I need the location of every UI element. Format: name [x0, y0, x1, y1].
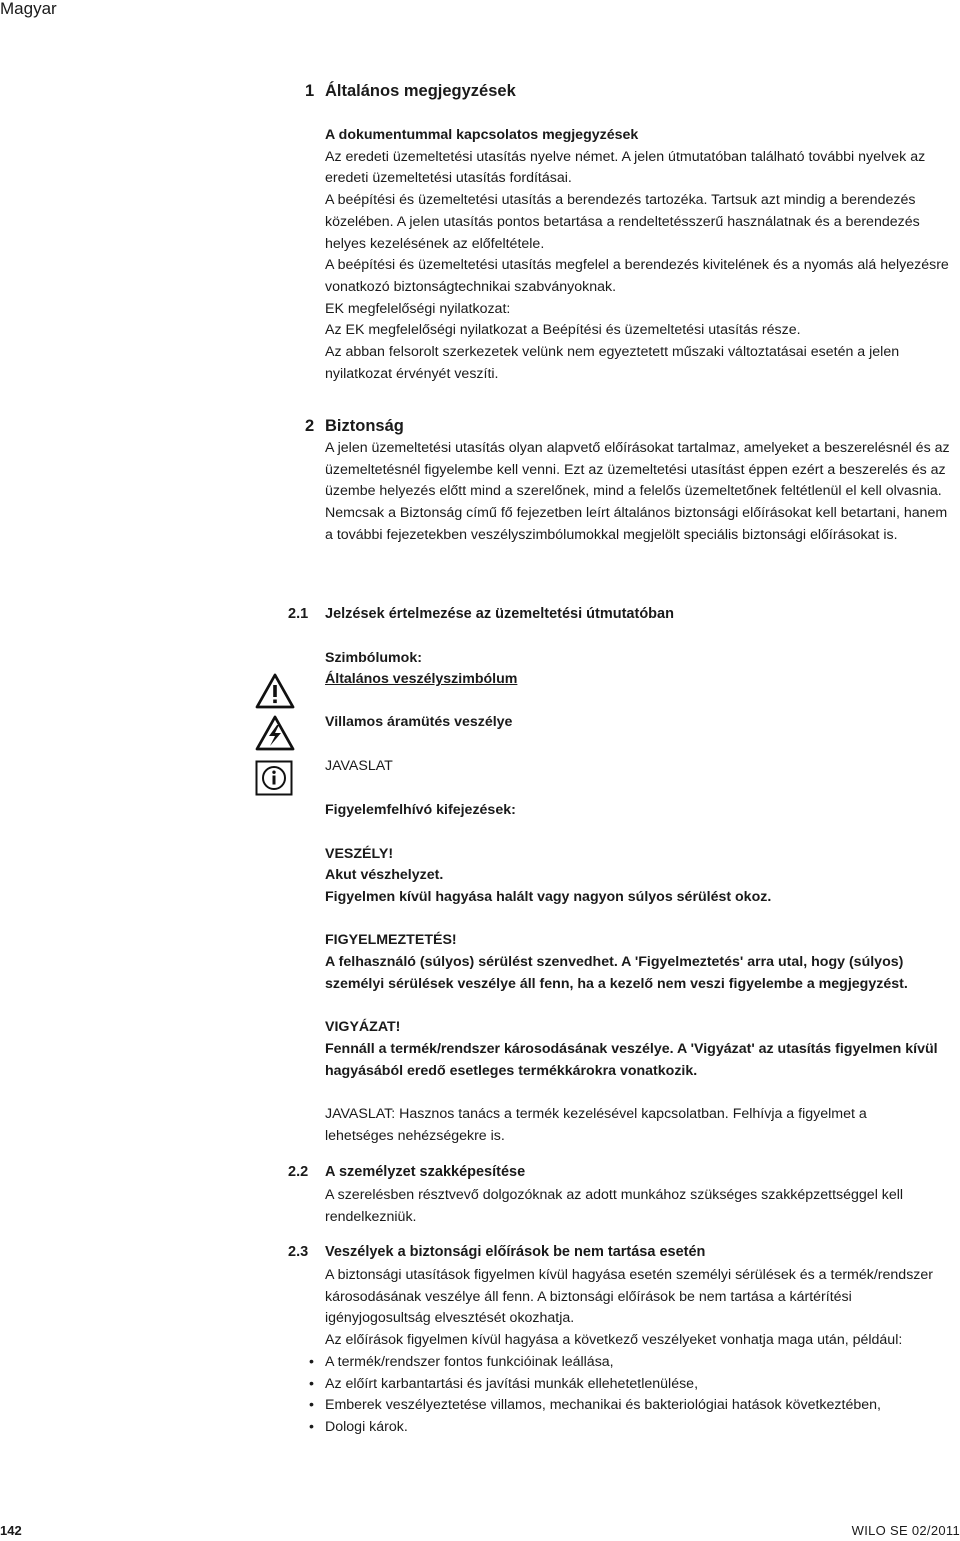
- paragraph: A biztonsági utasítások figyelmen kívül hagyása esetén személyi sérülések és a termék/rendszer károsodásának veszélye áll fenn. A biztonsági előírások be nem tartása a kártérítési igényjogosultság elvesztését okozhatja.: [325, 1267, 933, 1327]
- warning-triangle-icon: [255, 673, 295, 714]
- document-id: WILO SE 02/2011: [851, 1523, 960, 1538]
- section-title: Biztonság: [325, 417, 404, 435]
- section-1-body: [325, 125, 953, 385]
- note-label: JAVASLAT: [325, 758, 393, 774]
- paragraph: Nemcsak a Biztonság című fő fejezetben leírt általános biztonsági előírásokat kell betartani, hanem a további fejezetekben veszélyszimbólumokkal megjelölt speciális biztonsági előírásokat is.: [325, 505, 948, 543]
- sub-heading: A dokumentummal kapcsolatos megjegyzések: [325, 127, 639, 143]
- caution-title: VIGYÁZAT!: [325, 1019, 401, 1035]
- general-danger-label: Általános veszélyszimbólum: [325, 671, 518, 687]
- section-number: 2.3: [288, 1244, 309, 1260]
- warning-text: A felhasználó (súlyos) sérülést szenvedhet. A 'Figyelmeztetés' arra utal, hogy (súlyos) személyi sérülések veszélye áll fenn, ha a kezelő nem veszi figyelembe a megjegyzést.: [325, 954, 908, 992]
- paragraph: A beépítési és üzemeltetési utasítás megfelel a berendezés kivitelének és a nyomás alá helyezésre vonatkozó biztonságtechnikai szabványoknak.: [325, 257, 949, 295]
- section-number: 2.1: [288, 606, 309, 622]
- caution-text: Fennáll a termék/rendszer károsodásának veszélye. A 'Vigyázat' az utasítás figyelmen kívül hagyásából eredő esetleges termékkárokra vonatkozik.: [325, 1041, 938, 1079]
- section-title: Veszélyek a biztonsági előírások be nem tartása esetén: [325, 1244, 706, 1260]
- paragraph: Az eredeti üzemeltetési utasítás nyelve német. A jelen útmutatóban található további nyelvek az eredeti üzemeltetési utasítás fordításai.: [325, 148, 926, 187]
- section-2-body: [325, 438, 953, 547]
- paragraph: Az előírások figyelmen kívül hagyása a következő veszélyeket vonhatja maga után, például:: [325, 1332, 903, 1349]
- section-2-2-body: A szerelésben résztvevő dolgozóknak az adott munkához szükséges szakképzettséggel kell rendelkezniük.: [325, 1187, 904, 1225]
- paragraph: A beépítési és üzemeltetési utasítás a berendezés tartozéka. Tartsuk azt mindig a berendezés közelében. A jelen utasítás pontos betartása a rendeltetésszerű használatnak és a berendezés helyes kezelésének az előfeltétele.: [325, 192, 920, 252]
- symbols-label: Szimbólumok:: [325, 650, 422, 666]
- list-item: • Dologi károk.: [325, 1417, 957, 1439]
- danger-title: VESZÉLY!: [325, 846, 394, 862]
- section-number: 2: [305, 417, 315, 435]
- signal-words-label: Figyelemfelhívó kifejezések:: [325, 802, 516, 818]
- paragraph: Az EK megfelelőségi nyilatkozat a Beépítési és üzemeltetési utasítás része.: [325, 322, 801, 339]
- language-label: Magyar: [0, 0, 57, 18]
- section-title: Általános megjegyzések: [325, 82, 516, 100]
- hazard-list: [325, 1352, 957, 1439]
- list-item: • Az előírt karbantartási és javítási munkák ellehetetlenülése,: [325, 1374, 957, 1396]
- danger-line-1: Akut vészhelyzet.: [325, 867, 444, 883]
- section-title: Jelzések értelmezése az üzemeltetési útmutatóban: [325, 606, 674, 622]
- electric-danger-label: Villamos áramütés veszélye: [325, 714, 513, 730]
- section-number: 1: [305, 82, 315, 100]
- info-icon: [255, 760, 293, 801]
- warning-title: FIGYELMEZTETÉS!: [325, 932, 457, 948]
- note-text: JAVASLAT: Hasznos tanács a termék kezelésével kapcsolatban. Felhívja a figyelmet a lehetséges nehézségekre is.: [325, 1106, 867, 1144]
- paragraph: EK megfelelőségi nyilatkozat:: [325, 300, 511, 317]
- page-number: 142: [0, 1523, 22, 1538]
- list-item: • Emberek veszélyeztetése villamos, mechanikai és bakteriológiai hatások következtében,: [325, 1395, 957, 1417]
- danger-line-2: Figyelmen kívül hagyása halált vagy nagyon súlyos sérülést okoz.: [325, 889, 772, 905]
- electric-shock-icon: [255, 715, 295, 756]
- section-number: 2.2: [288, 1164, 309, 1180]
- section-title: A személyzet szakképesítése: [325, 1164, 526, 1180]
- section-2-3-body: [325, 1265, 957, 1439]
- paragraph: Az abban felsorolt szerkezetek velünk nem egyeztetett műszaki változtatásai esetén a jelen nyilatkozat érvényét veszíti.: [325, 344, 900, 382]
- list-item: • A termék/rendszer fontos funkcióinak leállása,: [325, 1352, 957, 1374]
- paragraph: A jelen üzemeltetési utasítás olyan alapvető előírásokat tartalmaz, amelyeket a beszerelésnél és az üzemeltetésnél figyelembe kell venni. Ezt az üzemeltetési utasítást éppen ezért a beszerelés és az üzembe helyezés előtt mind a szerelőnek, mind a felelős üzemeltetőnek feltétlenül el kell olvasnia.: [325, 440, 950, 500]
